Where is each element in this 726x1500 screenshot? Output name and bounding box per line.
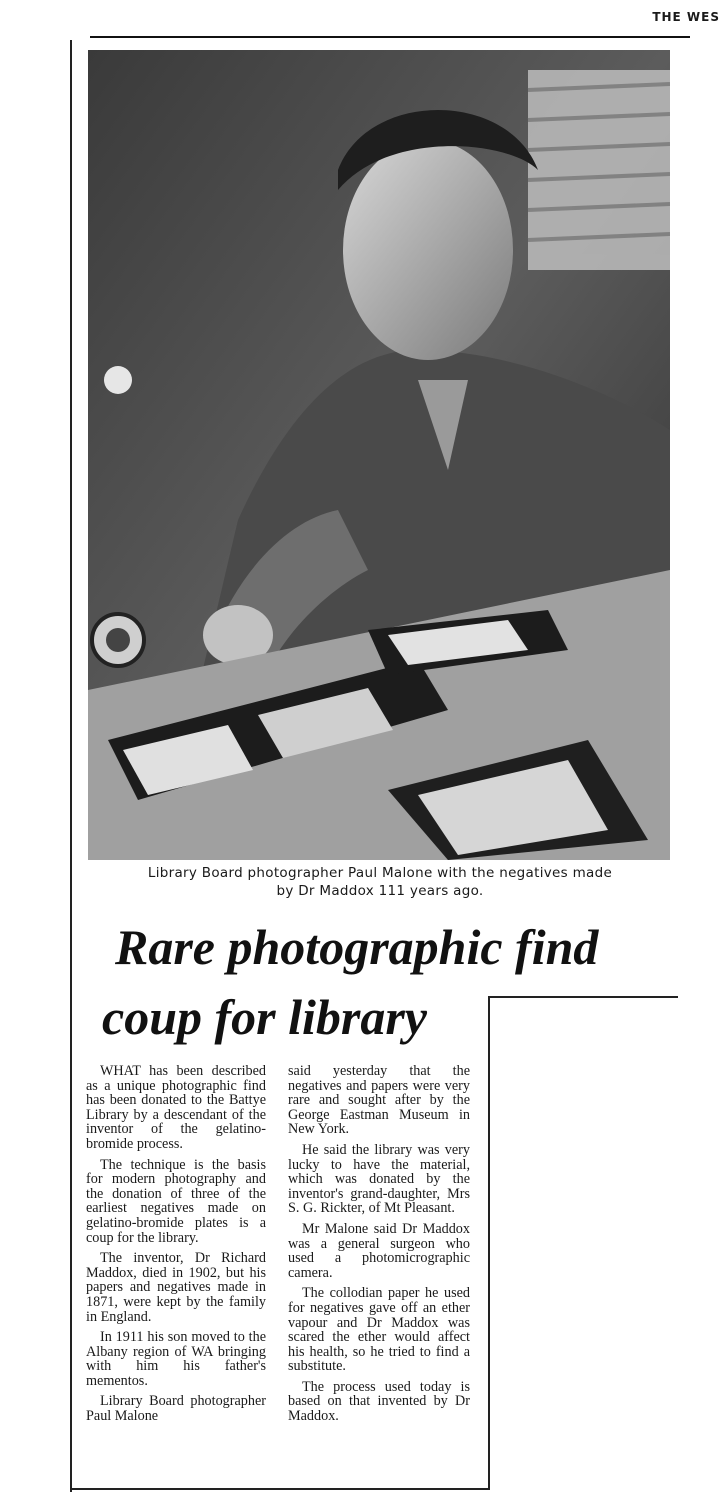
paragraph: Mr Malone said Dr Maddox was a general surgeon who used a photomicrographic camera. bbox=[288, 1220, 470, 1281]
paragraph: Library Board photographer Paul Malone bbox=[86, 1393, 266, 1425]
article-headline bbox=[90, 912, 680, 1052]
photo-caption bbox=[80, 864, 680, 900]
top-rule bbox=[90, 36, 690, 38]
paragraph: The process used today is based on that invented by Dr Maddox. bbox=[288, 1378, 470, 1425]
headline-line-1: Rare photographic find bbox=[115, 919, 599, 975]
paragraph: said yesterday that the negatives and papers were very rare and sought after by the George Eastman Museum in New York. bbox=[288, 1063, 470, 1138]
paragraph: The inventor, Dr Richard Maddox, died in 1902, but his papers and negatives made in 1871, were kept by the family in England. bbox=[86, 1250, 266, 1325]
paragraph: WHAT has been described as a unique photographic find has been donated to the Battye Library by a descendant of the inventor of the gelatino-bromide process. bbox=[86, 1063, 266, 1152]
caption-line-2: by Dr Maddox 111 years ago. bbox=[276, 883, 484, 899]
article-column-2 bbox=[288, 1064, 470, 1430]
article-photo bbox=[88, 50, 670, 860]
paragraph: He said the library was very lucky to have the material, which was donated by the inventor's grand-daughter, Mrs S. G. Rickter, of Mt Pleasant. bbox=[288, 1141, 470, 1217]
right-rule bbox=[488, 996, 490, 1490]
left-rule bbox=[70, 40, 72, 1492]
paragraph: The collodian paper he used for negatives gave off an ether vapour and Dr Maddox was scared the ether would affect his health, so he tried to find a substitute. bbox=[288, 1285, 470, 1375]
headline-line-2: coup for library bbox=[102, 989, 427, 1045]
bottom-rule bbox=[70, 1488, 490, 1490]
newspaper-masthead: THE WES bbox=[652, 10, 720, 24]
article-column-1 bbox=[86, 1064, 266, 1430]
caption-line-1: Library Board photographer Paul Malone with the negatives made bbox=[147, 865, 613, 881]
photo-illustration bbox=[88, 50, 670, 860]
paragraph: In 1911 his son moved to the Albany region of WA bringing with him his father's mementos. bbox=[86, 1329, 266, 1389]
paragraph: The technique is the basis for modern photography and the donation of three of the earliest negatives made on gelatino-bromide plates is a coup for the library. bbox=[86, 1156, 266, 1246]
